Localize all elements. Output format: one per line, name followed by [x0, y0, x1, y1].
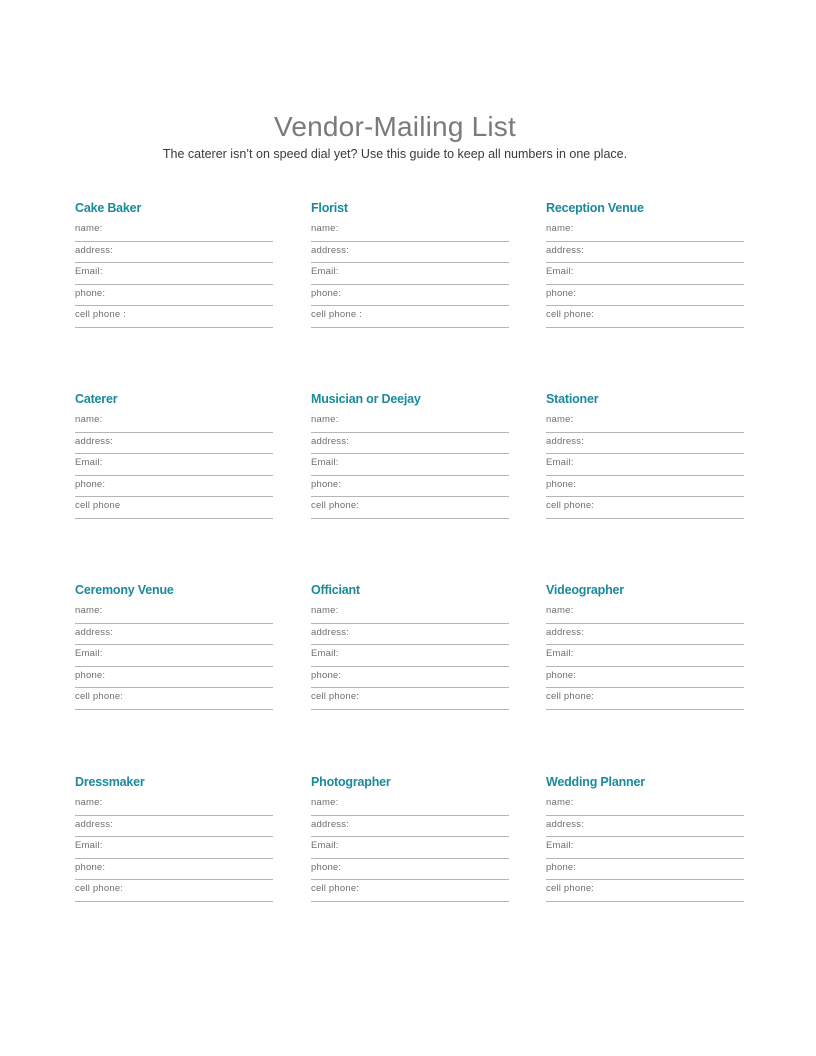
form-field[interactable] — [311, 411, 509, 433]
field-label: name: — [75, 223, 103, 234]
form-field[interactable] — [311, 816, 509, 838]
vendor-section — [75, 580, 273, 710]
field-label: Email: — [546, 457, 574, 468]
field-label: address: — [75, 435, 114, 447]
vendor-heading: Caterer — [75, 392, 118, 406]
field-underline — [311, 327, 509, 328]
form-field[interactable] — [75, 837, 273, 859]
field-label: cell phone: — [546, 500, 595, 511]
vendor-heading: Cake Baker — [75, 201, 142, 215]
form-field[interactable] — [546, 454, 744, 476]
form-field[interactable] — [546, 285, 744, 307]
form-field[interactable] — [75, 667, 273, 689]
field-label: Email: — [546, 648, 574, 659]
vendor-section — [546, 580, 744, 710]
field-label: cell phone: — [546, 883, 595, 894]
field-label: address: — [75, 626, 114, 638]
field-label: phone: — [311, 861, 342, 873]
vendor-heading: Musician or Deejay — [311, 392, 421, 406]
form-field[interactable] — [546, 433, 744, 455]
vendor-section — [75, 389, 273, 519]
field-label: Email: — [75, 266, 103, 277]
vendor-section — [311, 580, 509, 710]
field-label: address: — [546, 435, 585, 447]
field-label: name: — [311, 414, 339, 425]
field-underline — [546, 518, 744, 519]
field-label: cell phone: — [75, 691, 124, 702]
form-field[interactable] — [311, 306, 509, 328]
field-label: Email: — [311, 648, 339, 659]
vendor-section — [546, 772, 744, 902]
form-field[interactable] — [546, 624, 744, 646]
form-field[interactable] — [75, 411, 273, 433]
field-underline — [546, 709, 744, 710]
vendor-heading: Officiant — [311, 583, 360, 597]
field-underline — [311, 709, 509, 710]
field-underline — [75, 518, 273, 519]
vendor-heading: Dressmaker — [75, 775, 145, 789]
form-field[interactable] — [546, 476, 744, 498]
form-field[interactable] — [546, 794, 744, 816]
form-field[interactable] — [546, 263, 744, 285]
form-field[interactable] — [75, 220, 273, 242]
field-label: phone: — [546, 287, 577, 299]
field-label: name: — [546, 605, 574, 616]
field-label: name: — [546, 414, 574, 425]
page-title: Vendor-Mailing List — [274, 110, 516, 142]
form-field[interactable] — [75, 476, 273, 498]
field-label: phone: — [311, 478, 342, 490]
form-field[interactable] — [311, 602, 509, 624]
form-field[interactable] — [75, 859, 273, 881]
form-field[interactable] — [75, 263, 273, 285]
field-label: Email: — [75, 648, 103, 659]
form-field[interactable] — [75, 306, 273, 328]
vendor-section — [75, 772, 273, 902]
field-label: phone: — [75, 287, 106, 299]
field-label: address: — [546, 626, 585, 638]
field-label: Email: — [546, 840, 574, 851]
form-field[interactable] — [311, 624, 509, 646]
field-label: cell phone: — [546, 309, 595, 320]
field-underline — [311, 518, 509, 519]
field-label: cell phone : — [311, 309, 362, 320]
field-label: name: — [546, 797, 574, 808]
field-label: name: — [75, 414, 103, 425]
form-field[interactable] — [311, 667, 509, 689]
form-field[interactable] — [75, 880, 273, 902]
field-label: phone: — [311, 287, 342, 299]
field-label: address: — [311, 626, 350, 638]
vendor-heading: Reception Venue — [546, 201, 644, 215]
field-label: Email: — [75, 457, 103, 468]
form-field[interactable] — [546, 411, 744, 433]
form-field[interactable] — [546, 816, 744, 838]
field-label: address: — [546, 244, 585, 256]
field-underline — [546, 901, 744, 902]
field-label: cell phone: — [311, 500, 360, 511]
page-subtitle: The caterer isn’t on speed dial yet? Use this guide to keep all numbers in one place. — [162, 147, 628, 161]
vendor-section — [311, 389, 509, 519]
form-field[interactable] — [311, 645, 509, 667]
form-field[interactable] — [546, 306, 744, 328]
field-label: name: — [75, 797, 103, 808]
field-label: Email: — [311, 266, 339, 277]
field-label: phone: — [75, 478, 106, 490]
field-label: phone: — [546, 669, 577, 681]
vendor-heading: Stationer — [546, 392, 599, 406]
field-label: Email: — [546, 266, 574, 277]
field-label: phone: — [546, 861, 577, 873]
form-field[interactable] — [546, 220, 744, 242]
field-label: address: — [75, 818, 114, 830]
field-label: cell phone — [75, 500, 121, 511]
form-field[interactable] — [546, 242, 744, 264]
form-field[interactable] — [75, 242, 273, 264]
form-field[interactable] — [75, 816, 273, 838]
form-field[interactable] — [311, 880, 509, 902]
field-label: address: — [311, 818, 350, 830]
field-label: cell phone: — [311, 883, 360, 894]
form-field[interactable] — [546, 497, 744, 519]
form-field[interactable] — [546, 837, 744, 859]
form-field[interactable] — [311, 263, 509, 285]
form-field[interactable] — [546, 859, 744, 881]
form-field[interactable] — [311, 497, 509, 519]
field-underline — [75, 327, 273, 328]
vendor-section — [311, 198, 509, 328]
vendor-heading: Ceremony Venue — [75, 583, 174, 597]
field-label: phone: — [546, 478, 577, 490]
form-field[interactable] — [311, 220, 509, 242]
vendor-heading: Florist — [311, 201, 348, 215]
form-field[interactable] — [311, 476, 509, 498]
form-field[interactable] — [75, 433, 273, 455]
form-field[interactable] — [75, 688, 273, 710]
form-field[interactable] — [75, 454, 273, 476]
field-label: Email: — [311, 457, 339, 468]
field-underline — [546, 327, 744, 328]
field-label: phone: — [75, 861, 106, 873]
field-label: cell phone: — [311, 691, 360, 702]
field-label: address: — [311, 435, 350, 447]
field-label: name: — [75, 605, 103, 616]
field-label: address: — [311, 244, 350, 256]
field-underline — [75, 901, 273, 902]
form-field[interactable] — [311, 794, 509, 816]
field-label: address: — [75, 244, 114, 256]
form-field[interactable] — [75, 285, 273, 307]
vendor-heading: Photographer — [311, 775, 391, 789]
vendor-section — [311, 772, 509, 902]
form-field[interactable] — [75, 645, 273, 667]
field-label: name: — [311, 797, 339, 808]
field-underline — [311, 901, 509, 902]
vendor-heading: Wedding Planner — [546, 775, 645, 789]
field-label: Email: — [311, 840, 339, 851]
form-field[interactable] — [75, 602, 273, 624]
field-label: Email: — [75, 840, 103, 851]
field-label: phone: — [75, 669, 106, 681]
form-field[interactable] — [546, 880, 744, 902]
form-field[interactable] — [546, 667, 744, 689]
field-label: name: — [311, 223, 339, 234]
form-field[interactable] — [546, 645, 744, 667]
form-field[interactable] — [311, 285, 509, 307]
form-field[interactable] — [311, 454, 509, 476]
field-label: cell phone : — [75, 309, 126, 320]
form-field[interactable] — [75, 794, 273, 816]
form-field[interactable] — [75, 497, 273, 519]
form-field[interactable] — [311, 433, 509, 455]
vendor-section — [75, 198, 273, 328]
field-label: address: — [546, 818, 585, 830]
form-field[interactable] — [311, 688, 509, 710]
form-field[interactable] — [546, 602, 744, 624]
field-label: cell phone: — [75, 883, 124, 894]
field-underline — [75, 709, 273, 710]
vendor-section — [546, 389, 744, 519]
form-field[interactable] — [311, 837, 509, 859]
field-label: name: — [546, 223, 574, 234]
field-label: cell phone: — [546, 691, 595, 702]
form-field[interactable] — [311, 242, 509, 264]
form-field[interactable] — [546, 688, 744, 710]
form-field[interactable] — [75, 624, 273, 646]
vendor-section — [546, 198, 744, 328]
field-label: phone: — [311, 669, 342, 681]
form-field[interactable] — [311, 859, 509, 881]
field-label: name: — [311, 605, 339, 616]
vendor-heading: Videographer — [546, 583, 624, 597]
